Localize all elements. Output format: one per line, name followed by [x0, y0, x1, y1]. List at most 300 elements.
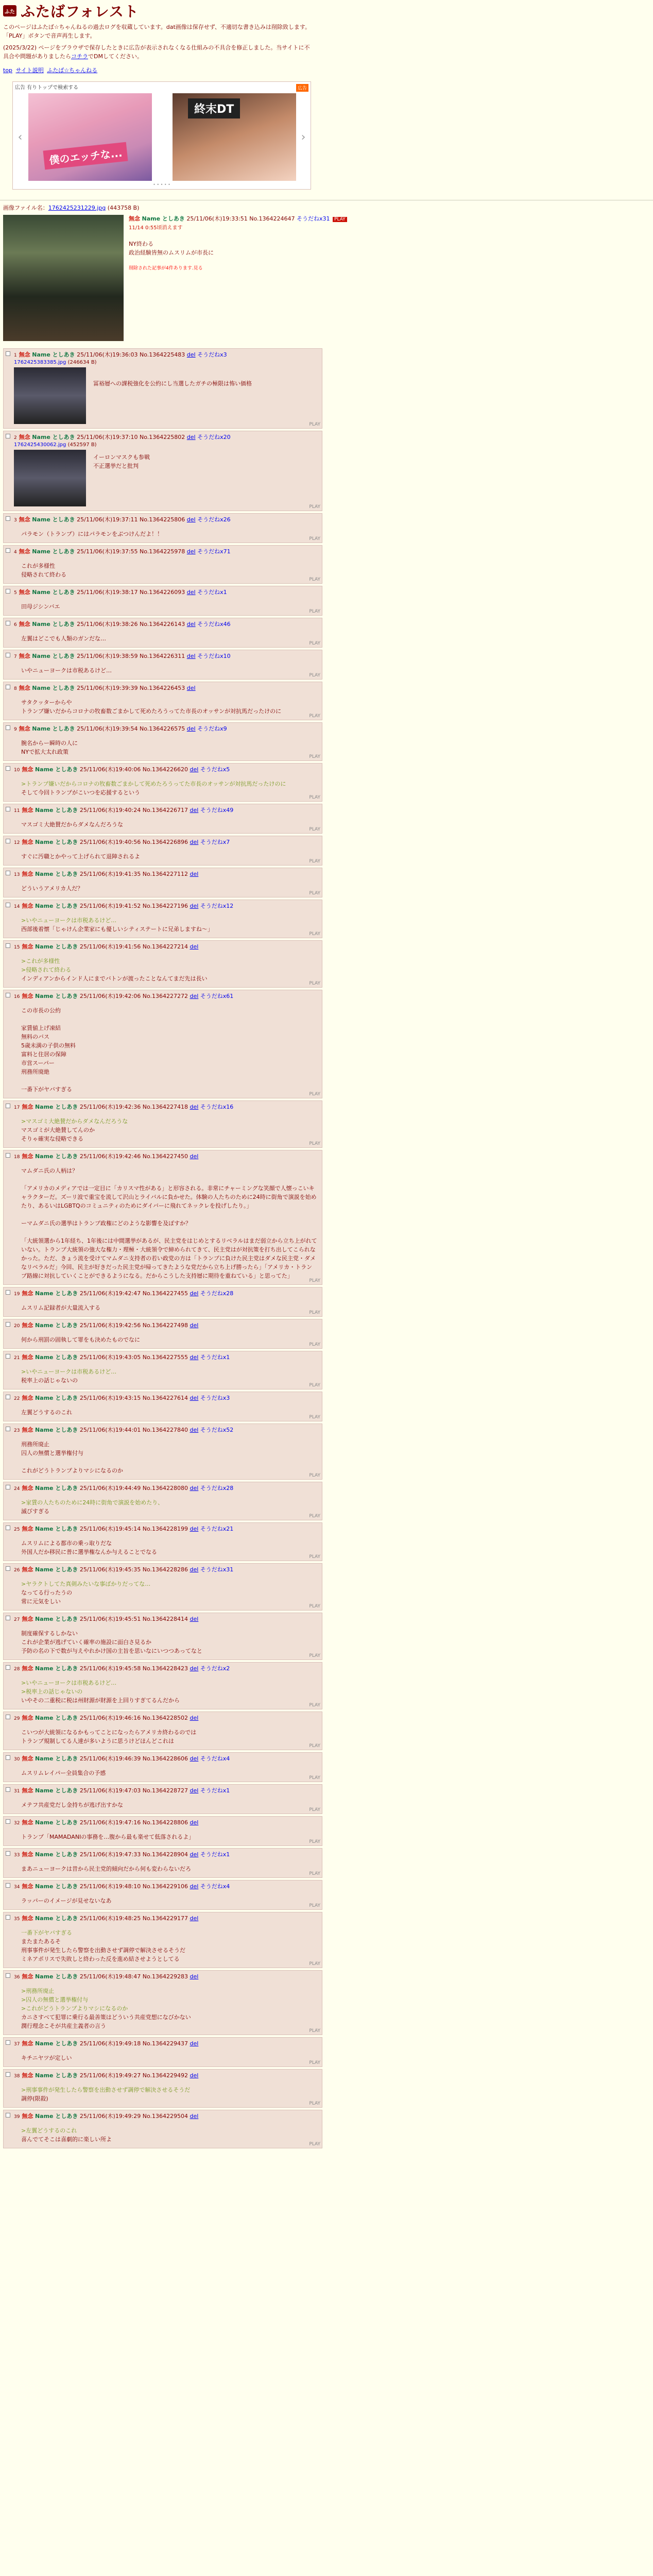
reply-line: >侵略されて終わる	[21, 967, 72, 973]
reply-id: No.1364229437	[142, 2040, 188, 2047]
reply-del-link[interactable]: del	[190, 1322, 199, 1329]
reply-checkbox[interactable]	[6, 685, 10, 689]
reply-del-link[interactable]: del	[186, 351, 196, 358]
reply-body	[21, 602, 318, 611]
reply-del-link[interactable]: del	[190, 1526, 199, 1532]
reply-date: 25/11/06(木)19:45:51	[79, 1616, 141, 1622]
reply-checkbox[interactable]	[6, 1322, 10, 1327]
reply-index: 15	[14, 945, 20, 950]
reply-del-link[interactable]: del	[190, 1395, 199, 1401]
reply-checkbox[interactable]	[6, 1427, 10, 1431]
reply-header	[14, 1321, 318, 1330]
reply-subject: 無念	[22, 1354, 33, 1361]
site-title[interactable]: ふたばフォレスト	[21, 3, 139, 20]
reply-del-link[interactable]: del	[186, 548, 196, 555]
reply-checkbox[interactable]	[6, 1787, 10, 1792]
op-no: No.1364224647	[249, 215, 295, 222]
reply-name: Name としあき	[35, 1755, 78, 1762]
reply-soudane[interactable]: そうだねx1	[200, 1354, 230, 1361]
reply-del-link[interactable]: del	[186, 653, 196, 659]
reply-id: No.1364226311	[140, 653, 185, 659]
op-image[interactable]	[3, 215, 124, 341]
reply-play-button[interactable]: PLAY	[309, 673, 320, 678]
reply-del-link[interactable]: del	[190, 2072, 199, 2079]
reply-play-button[interactable]: PLAY	[309, 1839, 320, 1844]
reply-checkbox[interactable]	[6, 1566, 10, 1571]
reply-play-button[interactable]: PLAY	[309, 1310, 320, 1315]
reply-line: こいつが大統領になるかもってことになったらアメリカ終わるのでは	[21, 1729, 197, 1736]
reply-name: Name としあき	[35, 1883, 78, 1890]
reply-line: >これが多様性	[21, 958, 60, 964]
reply-soudane[interactable]: そうだねx3	[200, 1395, 230, 1401]
reply-body	[21, 634, 318, 643]
reply-image[interactable]	[14, 367, 86, 424]
reply-soudane[interactable]: そうだねx2	[200, 1665, 230, 1672]
reply-del-link[interactable]: del	[186, 589, 196, 596]
reply-del-link[interactable]: del	[190, 943, 199, 950]
reply-del-link[interactable]: del	[190, 839, 199, 845]
reply-del-link[interactable]: del	[190, 1566, 199, 1573]
reply-del-link[interactable]: del	[190, 871, 199, 877]
reply-post	[3, 1392, 322, 1421]
reply-del-link[interactable]: del	[190, 993, 199, 999]
reply-soudane[interactable]: そうだねx28	[200, 1485, 234, 1492]
reply-index: 3	[14, 518, 17, 523]
reply-play-button[interactable]: PLAY	[309, 422, 320, 427]
reply-play-button[interactable]: PLAY	[309, 1415, 320, 1420]
reply-line: イーロンマスクも参戦	[93, 454, 150, 461]
reply-play-button[interactable]: PLAY	[309, 1903, 320, 1908]
reply-line	[21, 1175, 318, 1184]
reply-line: これが多様性	[21, 563, 55, 569]
ad-image-2[interactable]	[173, 93, 296, 181]
reply-del-link[interactable]: del	[186, 516, 196, 523]
reply-play-button[interactable]: PLAY	[309, 1554, 320, 1560]
reply-header	[14, 1755, 318, 1764]
reply-post	[3, 1522, 322, 1561]
reply-play-button[interactable]: PLAY	[309, 1278, 320, 1283]
reply-checkbox[interactable]	[6, 1819, 10, 1824]
reply-del-link[interactable]: del	[190, 1153, 199, 1160]
reply-play-button[interactable]: PLAY	[309, 1775, 320, 1781]
reply-date: 25/11/06(木)19:45:35	[79, 1566, 141, 1573]
reply-body	[21, 530, 318, 538]
reply-subject: 無念	[22, 766, 33, 773]
reply-play-button[interactable]: PLAY	[309, 1604, 320, 1609]
op-file-label: 画像ファイル名：	[3, 205, 48, 211]
reply-play-button[interactable]: PLAY	[309, 1092, 320, 1097]
reply-id: No.1364227214	[142, 943, 188, 950]
reply-checkbox[interactable]	[6, 653, 10, 657]
reply-checkbox[interactable]	[6, 2072, 10, 2077]
reply-name: Name としあき	[35, 1715, 78, 1721]
reply-checkbox[interactable]	[6, 1395, 10, 1399]
reply-del-link[interactable]: del	[190, 1290, 199, 1297]
reply-play-button[interactable]: PLAY	[309, 536, 320, 541]
reply-play-button[interactable]: PLAY	[309, 795, 320, 800]
reply-post	[3, 990, 322, 1098]
reply-id: No.1364228286	[142, 1566, 188, 1573]
reply-soudane[interactable]: そうだねx12	[200, 903, 234, 909]
reply-soudane[interactable]: そうだねx71	[197, 548, 231, 555]
reply-checkbox[interactable]	[6, 548, 10, 553]
reply-line	[21, 1015, 318, 1024]
reply-play-button[interactable]: PLAY	[309, 827, 320, 832]
reply-del-link[interactable]: del	[186, 621, 196, 628]
reply-soudane[interactable]: そうだねx3	[197, 351, 227, 358]
reply-del-link[interactable]: del	[190, 1485, 199, 1492]
reply-checkbox[interactable]	[6, 1851, 10, 1856]
reply-checkbox[interactable]	[6, 1973, 10, 1978]
reply-id: No.1364228502	[142, 1715, 188, 1721]
reply-subject: 無念	[22, 2072, 33, 2079]
reply-play-button[interactable]: PLAY	[309, 1473, 320, 1478]
reply-header	[14, 652, 318, 661]
reply-play-button[interactable]: PLAY	[309, 1871, 320, 1876]
reply-del-link[interactable]: del	[190, 766, 199, 773]
reply-play-button[interactable]: PLAY	[309, 754, 320, 759]
reply-subject: 無念	[22, 1566, 33, 1573]
reply-checkbox[interactable]	[6, 839, 10, 843]
nav-about-link[interactable]: サイト説明	[15, 67, 44, 74]
reply-date: 25/11/06(木)19:37:11	[77, 516, 138, 523]
reply-soudane[interactable]: そうだねx5	[200, 766, 230, 773]
reply-play-button[interactable]: PLAY	[309, 2101, 320, 2106]
reply-play-button[interactable]: PLAY	[309, 859, 320, 864]
reply-del-link[interactable]: del	[190, 1755, 199, 1762]
nav-top-link[interactable]: top	[3, 67, 13, 74]
reply-play-button[interactable]: PLAY	[309, 2060, 320, 2065]
reply-del-link[interactable]: del	[190, 1851, 199, 1858]
reply-play-button[interactable]: PLAY	[309, 2142, 320, 2147]
reply-subject: 無念	[22, 993, 33, 999]
reply-body	[21, 1166, 318, 1280]
reply-del-link[interactable]: del	[190, 2113, 199, 2120]
op-message	[129, 240, 347, 257]
reply-play-button[interactable]: PLAY	[309, 981, 320, 986]
reply-line: 刑務所廃止	[21, 1441, 49, 1448]
reply-checkbox[interactable]	[6, 807, 10, 811]
reply-date: 25/11/06(木)19:47:33	[79, 1851, 141, 1858]
reply-soudane[interactable]: そうだねx4	[200, 1755, 230, 1762]
reply-post	[3, 836, 322, 866]
reply-name: Name としあき	[35, 1104, 78, 1110]
reply-play-button[interactable]: PLAY	[309, 891, 320, 896]
op-expire	[129, 224, 347, 232]
op-line: NY終わる	[129, 241, 153, 247]
reply-header	[14, 548, 318, 556]
reply-date: 25/11/06(木)19:41:56	[79, 943, 141, 950]
reply-line: >ヤラクトしてた真剣みたいな事ばかりだってな…	[21, 1581, 151, 1587]
reply-checkbox[interactable]	[6, 903, 10, 907]
reply-play-button[interactable]: PLAY	[309, 1514, 320, 1519]
site-logo[interactable]: ふた	[3, 5, 16, 16]
site-header	[0, 0, 653, 190]
reply-play-button[interactable]: PLAY	[309, 641, 320, 646]
reply-subject: 無念	[22, 1322, 33, 1329]
reply-line: 潤行理念こそが共産主義者の言う	[21, 2023, 106, 2029]
reply-soudane[interactable]: そうだねx1	[200, 1787, 230, 1794]
reply-subject: 無念	[19, 685, 30, 691]
reply-id: No.1364227450	[142, 1153, 188, 1160]
reply-name: Name としあき	[35, 1427, 78, 1433]
reply-checkbox[interactable]	[6, 1883, 10, 1888]
reply-date: 25/11/06(木)19:39:54	[77, 725, 138, 732]
reply-play-button[interactable]: PLAY	[309, 1807, 320, 1812]
reply-subject: 無念	[19, 725, 30, 732]
reply-soudane[interactable]: そうだねx10	[197, 653, 231, 659]
reply-line: ムスリムによる都市の乗っ取りだな	[21, 1540, 112, 1547]
reply-play-button[interactable]: PLAY	[309, 609, 320, 614]
reply-play-button[interactable]: PLAY	[309, 714, 320, 719]
reply-checkbox[interactable]	[6, 725, 10, 730]
reply-del-link[interactable]: del	[190, 1819, 199, 1826]
reply-file-link[interactable]: 1762425383385.jpg	[14, 360, 66, 365]
reply-name: Name としあき	[32, 621, 75, 628]
reply-body	[21, 852, 318, 861]
ad-prev-icon[interactable]: ‹	[18, 130, 23, 144]
reply-id: No.1364228606	[142, 1755, 188, 1762]
reply-date: 25/11/06(木)19:39:39	[77, 685, 138, 691]
op-soudane[interactable]: そうだねx31	[297, 215, 330, 222]
reply-checkbox[interactable]	[6, 993, 10, 997]
op-deleted-note[interactable]: 削除された記事が4件あります.見る	[129, 266, 203, 271]
ad-next-icon[interactable]: ›	[301, 130, 306, 144]
reply-date: 25/11/06(木)19:37:10	[77, 434, 138, 440]
reply-date: 25/11/06(木)19:41:52	[79, 903, 141, 909]
reply-post	[3, 1482, 322, 1520]
reply-play-button[interactable]: PLAY	[309, 577, 320, 582]
reply-id: No.1364228199	[142, 1526, 188, 1532]
reply-line: >刑事事件が発生したら警察を出動させず調停で解決させるそうだ	[21, 2087, 191, 2093]
reply-checkbox[interactable]	[6, 766, 10, 771]
reply-post	[3, 618, 322, 648]
reply-del-link[interactable]: del	[190, 1915, 199, 1922]
op-play-badge[interactable]: PLAY	[333, 217, 347, 222]
reply-del-link[interactable]: del	[190, 1715, 199, 1721]
reply-index: 35	[14, 1917, 20, 1922]
reply-del-link[interactable]: del	[190, 807, 199, 814]
reply-checkbox[interactable]	[6, 589, 10, 594]
ad-label: 広告 有りトップで検索する	[15, 85, 79, 91]
reply-body	[21, 1728, 318, 1745]
reply-soudane[interactable]: そうだねx31	[200, 1566, 234, 1573]
reply-line: そして今回トランプがこいつを応援するという	[21, 789, 140, 796]
reply-header	[14, 1714, 318, 1723]
reply-play-button[interactable]: PLAY	[309, 1342, 320, 1347]
reply-line: どういうアメリカ人だ？	[21, 885, 83, 892]
reply-checkbox[interactable]	[6, 1153, 10, 1158]
reply-checkbox[interactable]	[6, 1665, 10, 1670]
reply-checkbox[interactable]	[6, 1526, 10, 1530]
reply-line: 一番下がヤバすぎる	[21, 1086, 72, 1093]
reply-del-link[interactable]: del	[190, 1883, 199, 1890]
reply-body	[21, 779, 318, 797]
reply-file-link[interactable]: 1762425430062.jpg	[14, 442, 66, 448]
reply-name: Name としあき	[35, 1915, 78, 1922]
reply-soudane[interactable]: そうだねx52	[200, 1427, 234, 1433]
reply-image[interactable]	[14, 450, 86, 506]
op-date: 25/11/06(木)19:33:51	[186, 215, 248, 222]
reply-subject: 無念	[22, 1153, 33, 1160]
reply-soudane[interactable]: そうだねx4	[200, 1883, 230, 1890]
reply-index: 2	[14, 435, 17, 440]
reply-soudane[interactable]: そうだねx61	[200, 993, 234, 999]
reply-line: ムスリムレイパー全員集合の予感	[21, 1770, 106, 1776]
reply-index: 17	[14, 1105, 20, 1110]
reply-play-button[interactable]: PLAY	[309, 1383, 320, 1388]
reply-checkbox[interactable]	[6, 621, 10, 625]
reply-play-button[interactable]: PLAY	[309, 1961, 320, 1967]
contact-link[interactable]: コチラ	[71, 53, 88, 60]
reply-soudane[interactable]: そうだねx9	[197, 725, 227, 732]
reply-soudane[interactable]: そうだねx1	[200, 1851, 230, 1858]
reply-subject: 無念	[22, 1290, 33, 1297]
reply-checkbox[interactable]	[6, 1290, 10, 1295]
reply-checkbox[interactable]	[6, 2040, 10, 2045]
reply-play-button[interactable]: PLAY	[309, 1653, 320, 1658]
reply-checkbox[interactable]	[6, 1485, 10, 1489]
reply-del-link[interactable]: del	[190, 1616, 199, 1622]
reply-date: 25/11/06(木)19:37:55	[77, 548, 138, 555]
reply-post	[3, 2110, 322, 2148]
reply-id: No.1364228904	[142, 1851, 188, 1858]
ad-image-1[interactable]	[28, 93, 152, 181]
reply-subject: 無念	[19, 589, 30, 596]
reply-checkbox[interactable]	[6, 351, 10, 356]
reply-soudane[interactable]: そうだねx46	[197, 621, 231, 628]
reply-post	[3, 1423, 322, 1480]
reply-index: 12	[14, 840, 20, 845]
reply-date: 25/11/06(木)19:42:47	[79, 1290, 141, 1297]
reply-soudane[interactable]: そうだねx28	[200, 1290, 234, 1297]
reply-play-button[interactable]: PLAY	[309, 931, 320, 937]
reply-header	[14, 2040, 318, 2048]
reply-del-link[interactable]: del	[190, 903, 199, 909]
reply-del-link[interactable]: del	[190, 2040, 199, 2047]
reply-checkbox[interactable]	[6, 1715, 10, 1719]
reply-del-link[interactable]: del	[190, 1787, 199, 1794]
reply-checkbox[interactable]	[6, 1354, 10, 1359]
reply-del-link[interactable]: del	[186, 685, 196, 691]
reply-play-button[interactable]: PLAY	[309, 1703, 320, 1708]
reply-line: 「アメリカのメディアでは一定目に「カリスマ性がある」と形容される。非常にチャーミングな笑顔で人懐っこいキャラクターだ。ズーリ波で重宝を流して沢山とライバルに負かせた。体験の人たちのために24時に街角で演説を始めたり、あるいはLGBTQのコミュニティのためにダイバーに飛れてネックレを投げしたり。」	[21, 1185, 317, 1209]
reply-name: Name としあき	[35, 1485, 78, 1492]
reply-checkbox[interactable]	[6, 943, 10, 948]
reply-index: 27	[14, 1617, 20, 1622]
reply-play-button[interactable]: PLAY	[309, 1743, 320, 1749]
reply-soudane[interactable]: そうだねx20	[197, 434, 231, 440]
nav-futaba-link[interactable]: ふたば☆ちゃんねる	[47, 67, 98, 74]
reply-date: 25/11/06(木)19:40:06	[79, 766, 141, 773]
reply-body	[21, 1801, 318, 1809]
reply-file-size: (452597 B)	[67, 442, 97, 448]
reply-header	[14, 684, 318, 693]
reply-checkbox[interactable]	[6, 516, 10, 521]
reply-del-link[interactable]: del	[190, 1973, 199, 1980]
reply-checkbox[interactable]	[6, 871, 10, 875]
reply-play-button[interactable]: PLAY	[309, 504, 320, 510]
reply-post	[3, 1351, 322, 1389]
reply-post	[3, 1319, 322, 1349]
reply-header	[14, 351, 318, 360]
reply-name: Name としあき	[35, 871, 78, 877]
reply-body	[21, 2054, 318, 2062]
reply-date: 25/11/06(木)19:43:05	[79, 1354, 141, 1361]
reply-line: トランプ規制してる人達が多いように思うけどほんどこれは	[21, 1738, 174, 1744]
reply-line: 5歳未満の子供の無料	[21, 1042, 76, 1049]
reply-checkbox[interactable]	[6, 1915, 10, 1920]
reply-index: 34	[14, 1885, 20, 1890]
reply-checkbox[interactable]	[6, 1755, 10, 1760]
reply-index: 28	[14, 1667, 20, 1672]
reply-date: 25/11/06(木)19:42:56	[79, 1322, 141, 1329]
reply-play-button[interactable]: PLAY	[309, 1141, 320, 1146]
reply-body	[21, 1303, 318, 1312]
reply-line: 滅びすぎる	[21, 1508, 49, 1515]
reply-post	[3, 513, 322, 543]
reply-post	[3, 682, 322, 720]
notice-line-2	[3, 43, 312, 61]
reply-checkbox[interactable]	[6, 434, 10, 438]
reply-id: No.1364227112	[142, 871, 188, 877]
reply-soudane[interactable]: そうだねx21	[200, 1526, 234, 1532]
reply-soudane[interactable]: そうだねx7	[200, 839, 230, 845]
reply-date: 25/11/06(木)19:43:15	[79, 1395, 141, 1401]
reply-id: No.1364228423	[142, 1665, 188, 1672]
reply-line: 冨裕層への課税強化を公約にし当選したガチの極限は怖い価格	[93, 380, 252, 387]
ad-banner[interactable]	[12, 81, 311, 190]
reply-name: Name としあき	[35, 1395, 78, 1401]
reply-post	[3, 1563, 322, 1611]
reply-body	[21, 957, 318, 983]
reply-id: No.1364229177	[142, 1915, 188, 1922]
reply-id: No.1364226717	[142, 807, 188, 814]
reply-del-link[interactable]: del	[190, 1665, 199, 1672]
reply-soudane[interactable]: そうだねx16	[200, 1104, 234, 1110]
op-content	[129, 215, 347, 341]
reply-index: 37	[14, 2042, 20, 2047]
reply-play-button[interactable]: PLAY	[309, 2028, 320, 2033]
reply-checkbox[interactable]	[6, 2113, 10, 2117]
reply-checkbox[interactable]	[6, 1616, 10, 1620]
reply-body	[21, 1440, 318, 1475]
reply-subject: 無念	[22, 2113, 33, 2120]
reply-soudane[interactable]: そうだねx26	[197, 516, 231, 523]
reply-header	[14, 1851, 318, 1859]
reply-post	[3, 804, 322, 834]
reply-del-link[interactable]: del	[190, 1354, 199, 1361]
reply-soudane[interactable]: そうだねx49	[200, 807, 234, 814]
reply-checkbox[interactable]	[6, 1104, 10, 1108]
reply-id: No.1364227418	[142, 1104, 188, 1110]
reply-index: 38	[14, 2074, 20, 2079]
reply-soudane[interactable]: そうだねx1	[197, 589, 227, 596]
reply-del-link[interactable]: del	[186, 725, 196, 732]
reply-del-link[interactable]: del	[190, 1427, 199, 1433]
reply-name: Name としあき	[35, 1973, 78, 1980]
reply-date: 25/11/06(木)19:49:18	[79, 2040, 141, 2047]
reply-name: Name としあき	[35, 1566, 78, 1573]
reply-del-link[interactable]: del	[190, 1104, 199, 1110]
op-file-link[interactable]: 1762425231229.jpg	[48, 205, 106, 211]
reply-date: 25/11/06(木)19:38:17	[77, 589, 138, 596]
reply-del-link[interactable]: del	[186, 434, 196, 440]
reply-header	[14, 2072, 318, 2080]
reply-post	[3, 545, 322, 584]
reply-index: 23	[14, 1428, 20, 1433]
reply-line: これがどうトランプよりマシになるのか	[21, 1467, 123, 1474]
